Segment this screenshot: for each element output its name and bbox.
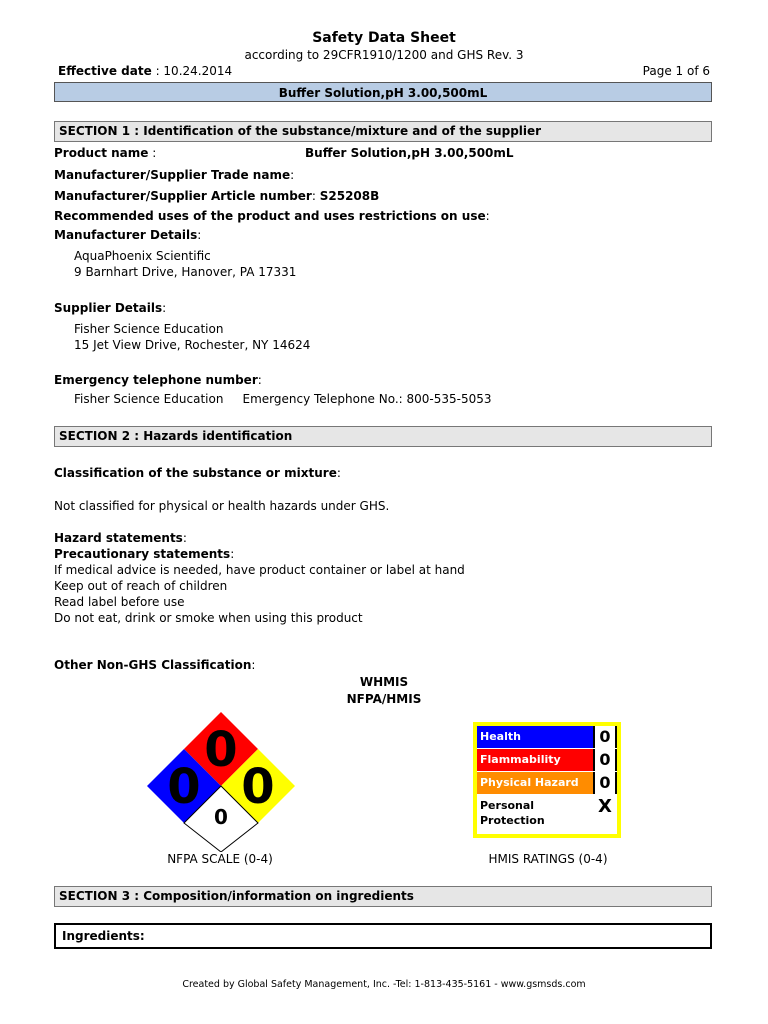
- recommended-uses-label: Recommended uses of the product and uses restrictions on use: [54, 209, 486, 223]
- nfpa-special-value: 0: [214, 805, 228, 829]
- trade-name-row: [54, 168, 294, 182]
- section-3-heading: SECTION 3 : Composition/information on ingredients: [54, 886, 712, 907]
- supplier-details-label: Supplier Details: [54, 301, 163, 315]
- precautionary-statements-label: Precautionary statements: [54, 547, 231, 561]
- article-number-label: Manufacturer/Supplier Article number: [54, 189, 312, 203]
- other-classification-row: [54, 658, 255, 672]
- supplier-details-row: [54, 301, 166, 315]
- product-name-value: Buffer Solution,pH 3.00,500mL: [305, 146, 514, 160]
- emergency-phone-row: [54, 373, 262, 387]
- nfpa-caption: NFPA SCALE (0-4): [167, 852, 273, 866]
- document-subtitle: according to 29CFR1910/1200 and GHS Rev. 3: [244, 48, 524, 62]
- article-number-colon: :: [311, 189, 316, 203]
- hmis-personal-label-line1: Personal: [480, 799, 535, 812]
- classification-colon: :: [336, 466, 341, 480]
- hmis-flammability-label: Flammability: [480, 753, 561, 766]
- classification-text: Not classified for physical or health hazards under GHS.: [54, 499, 390, 513]
- hmis-personal-label-line2: Protection: [480, 814, 545, 827]
- product-name-label-row: [54, 146, 156, 160]
- product-bar: Buffer Solution,pH 3.00,500mL: [54, 82, 712, 102]
- trade-name-label: Manufacturer/Supplier Trade name: [54, 168, 291, 182]
- page-number: Page 1 of 6: [642, 64, 710, 78]
- product-name-colon: :: [152, 146, 157, 160]
- product-name-label: Product name: [54, 146, 149, 160]
- hmis-flammability-row: [477, 749, 617, 771]
- nfpa-flammability-value: 0: [204, 722, 238, 778]
- hmis-personal-protection-label: [480, 798, 545, 828]
- trade-name-colon: :: [290, 168, 295, 182]
- supplier-name: Fisher Science Education: [74, 322, 224, 336]
- hazard-statements-row: [54, 531, 187, 545]
- emergency-phone-value: Fisher Science Education Emergency Telephone No.: 800-535-5053: [74, 392, 492, 406]
- hmis-flammability-value: 0: [593, 749, 617, 771]
- precaution-item: Read label before use: [54, 595, 185, 609]
- effective-date-label: Effective date: [58, 64, 152, 78]
- classification-label: Classification of the substance or mixture: [54, 466, 337, 480]
- nfpa-diamond: [146, 712, 296, 852]
- hmis-physical-row: [477, 772, 617, 794]
- precaution-item: Do not eat, drink or smoke when using this product: [54, 611, 363, 625]
- other-classification-colon: :: [251, 658, 256, 672]
- precaution-item: Keep out of reach of children: [54, 579, 228, 593]
- supplier-address: 15 Jet View Drive, Rochester, NY 14624: [74, 338, 311, 352]
- nfpa-instability-value: 0: [241, 759, 275, 815]
- section-1-heading: SECTION 1 : Identification of the substance/mixture and of the supplier: [54, 121, 712, 142]
- nfpa-hmis-label: NFPA/HMIS: [346, 692, 422, 706]
- precautionary-statements-row: [54, 547, 234, 561]
- nfpa-health-value: 0: [167, 759, 201, 815]
- supplier-details-colon: :: [162, 301, 167, 315]
- ingredients-heading: Ingredients:: [54, 923, 712, 949]
- manufacturer-address: 9 Barnhart Drive, Hanover, PA 17331: [74, 265, 297, 279]
- hmis-health-row: [477, 726, 617, 748]
- hazard-statements-colon: :: [182, 531, 187, 545]
- hmis-caption: HMIS RATINGS (0-4): [488, 852, 608, 866]
- classification-row: [54, 466, 341, 480]
- hmis-label: [473, 722, 621, 838]
- manufacturer-name: AquaPhoenix Scientific: [74, 249, 211, 263]
- effective-date: [58, 64, 232, 78]
- effective-date-value: : 10.24.2014: [155, 64, 233, 78]
- emergency-phone-label: Emergency telephone number: [54, 373, 258, 387]
- precautionary-statements-colon: :: [230, 547, 235, 561]
- manufacturer-details-row: [54, 228, 201, 242]
- section-2-heading: SECTION 2 : Hazards identification: [54, 426, 712, 447]
- recommended-uses-colon: :: [485, 209, 490, 223]
- article-number-row: [54, 189, 379, 203]
- hmis-personal-value: X: [598, 796, 612, 817]
- hmis-health-label: Health: [480, 730, 521, 743]
- manufacturer-details-label: Manufacturer Details: [54, 228, 198, 242]
- footer: Created by Global Safety Management, Inc. -Tel: 1-813-435-5161 - www.gsmsds.com: [182, 979, 586, 990]
- document-title: Safety Data Sheet: [312, 30, 456, 46]
- other-classification-label: Other Non-GHS Classification: [54, 658, 252, 672]
- recommended-uses-row: [54, 209, 490, 223]
- hmis-physical-value: 0: [593, 772, 617, 794]
- precaution-item: If medical advice is needed, have product container or label at hand: [54, 563, 465, 577]
- hazard-statements-label: Hazard statements: [54, 531, 183, 545]
- hmis-physical-label: Physical Hazard: [480, 776, 579, 789]
- whmis-label: WHMIS: [359, 675, 409, 689]
- emergency-phone-colon: :: [257, 373, 262, 387]
- manufacturer-details-colon: :: [197, 228, 202, 242]
- article-number-value: S25208B: [319, 189, 380, 203]
- hmis-health-value: 0: [593, 726, 617, 748]
